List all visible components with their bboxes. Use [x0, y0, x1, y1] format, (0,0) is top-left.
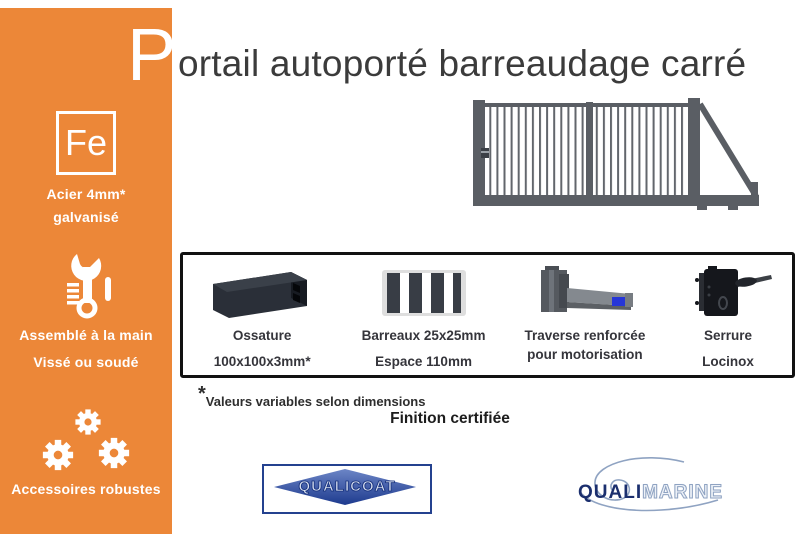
- qualimarine-text-light: MARINE: [642, 482, 724, 503]
- feature-label: Ossature: [232, 328, 292, 343]
- feature-barreaux: [341, 255, 505, 375]
- page-title: ortail autoporté barreaudage carré: [178, 43, 747, 84]
- barreaux-image: [382, 263, 466, 323]
- certification-heading: Finition certifiée: [390, 410, 510, 427]
- feature-value: pour motorisation: [527, 346, 643, 362]
- feature-label: Serrure: [704, 328, 753, 343]
- assembly-line-2: Vissé ou soudé: [33, 354, 139, 370]
- qualimarine-text: [578, 482, 723, 504]
- footnote-text: Valeurs variables selon dimensions: [205, 394, 426, 409]
- page-title-initial: P: [127, 13, 177, 96]
- gate-illustration: [468, 92, 768, 219]
- serrure-image: [678, 263, 778, 323]
- traverse-image: [525, 263, 645, 323]
- qualimarine-logo: [566, 456, 726, 514]
- qualimarine-text-bold: QUALI: [578, 482, 643, 503]
- fe-symbol: Fe: [64, 122, 107, 163]
- feature-label: Traverse renforcée: [524, 328, 646, 343]
- qualicoat-logo: [262, 464, 432, 514]
- footnote: [198, 383, 425, 411]
- qualicoat-text: QUALICOAT: [298, 478, 396, 495]
- steel-line-1: Acier 4mm*: [46, 186, 126, 202]
- ossature-image: [207, 263, 317, 323]
- gears-icon: [0, 403, 172, 477]
- feature-ossature: [183, 255, 341, 375]
- fe-element-icon: [56, 111, 116, 175]
- feature-label: Barreaux 25x25mm: [361, 328, 486, 343]
- feature-serrure: [664, 255, 792, 375]
- feature-value: Locinox: [702, 353, 754, 369]
- steel-line-2: galvanisé: [53, 209, 119, 225]
- assembly-line-1: Assemblé à la main: [19, 327, 153, 343]
- feature-traverse: [506, 255, 664, 375]
- feature-value: 100x100x3mm*: [213, 353, 311, 369]
- features-box: [180, 252, 795, 378]
- accessories-line-1: Accessoires robustes: [11, 481, 161, 497]
- wrench-icon: [0, 251, 172, 321]
- feature-value: Espace 110mm: [375, 353, 472, 369]
- footnote-star: *: [198, 383, 206, 405]
